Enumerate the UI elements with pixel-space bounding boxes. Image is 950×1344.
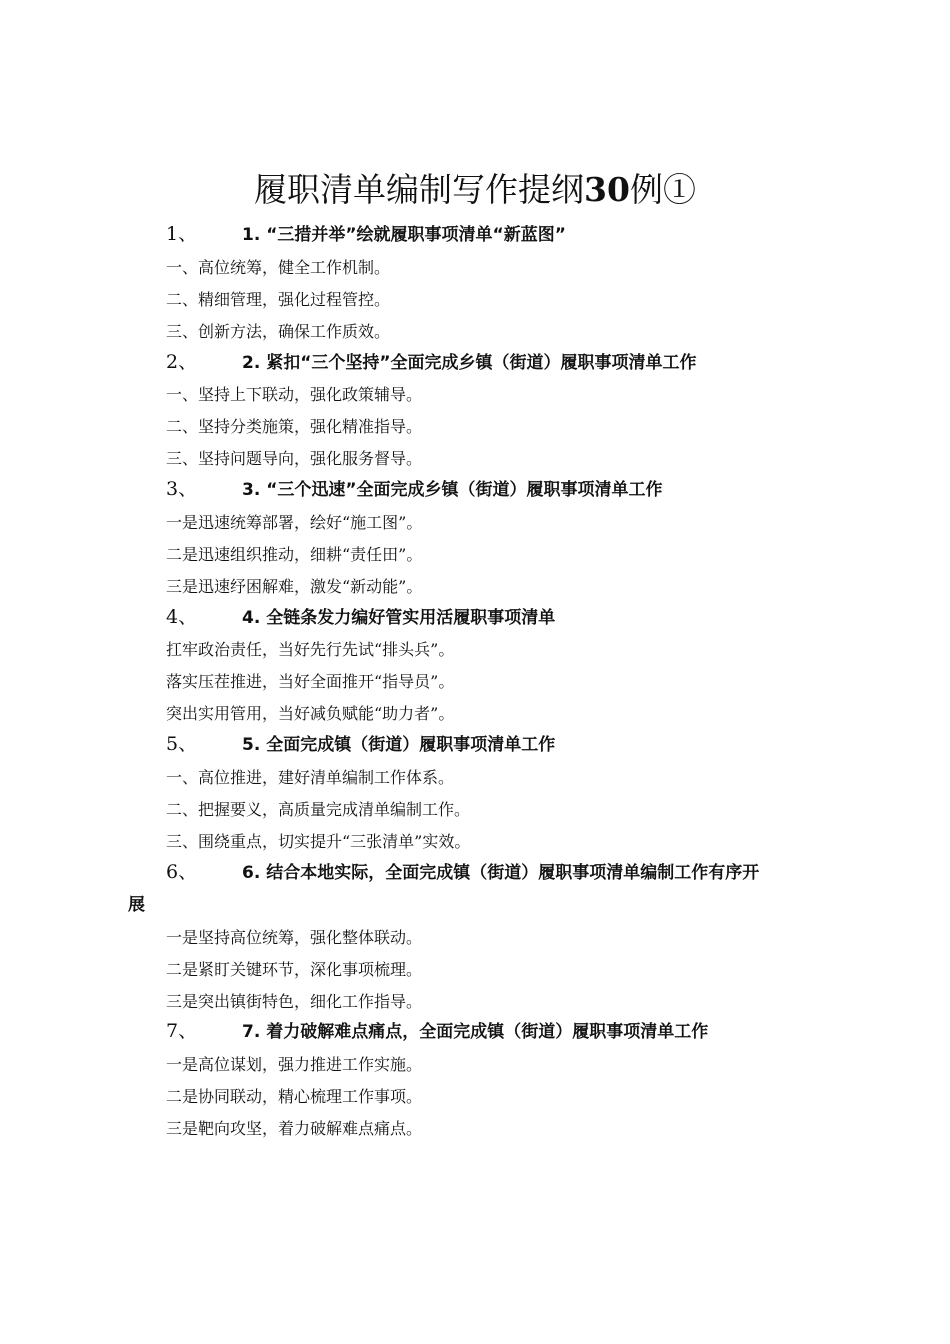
outline-item: 二是迅速组织推动，细耕“责任田”。 [166,545,423,564]
section-heading [166,856,834,889]
section-index: 3、 [166,478,198,500]
section-heading-text: 7. 着力破解难点痛点，全面完成镇（街道）履职事项清单工作 [242,1022,709,1042]
outline-item: 一是迅速统筹部署，绘好“施工图”。 [166,513,423,532]
section-index: 2、 [166,351,198,373]
document-title [0,168,950,212]
outline-item: 二是紧盯关键环节，深化事项梳理。 [166,960,423,979]
section-heading [166,728,846,761]
section-heading-text: 2. 紧扣“三个坚持”全面完成乡镇（街道）履职事项清单工作 [242,353,697,373]
outline-item: 扛牢政治责任，当好先行先试“排头兵”。 [166,640,455,659]
outline-item: 三是突出镇街特色，细化工作指导。 [166,992,423,1011]
section-heading [166,218,846,251]
outline-item: 二、精细管理，强化过程管控。 [166,290,391,309]
outline-item: 一、坚持上下联动，强化政策辅导。 [166,385,423,404]
section-heading-text: 6. 结合本地实际，全面完成镇（街道）履职事项清单编制工作有序开 [242,863,760,883]
section-heading-text: 1. “三措并举”绘就履职事项清单“新蓝图” [242,225,566,245]
outline-item: 一是高位谋划，强力推进工作实施。 [166,1055,423,1074]
outline-item: 一是坚持高位统筹，强化整体联动。 [166,928,423,947]
title-number: 30 [584,170,630,209]
section-heading-continuation: 展 [128,895,145,915]
outline-item: 二、坚持分类施策，强化精准指导。 [166,417,423,436]
section-index: 6、 [166,861,198,883]
outline-item: 二是协同联动，精心梳理工作事项。 [166,1087,423,1106]
section-heading [166,473,846,506]
section-heading [166,346,846,379]
section-index: 1、 [166,223,198,245]
outline-item: 三、坚持问题导向，强化服务督导。 [166,449,423,468]
outline-item: 落实压茬推进，当好全面推开“指导员”。 [166,672,455,691]
section-index: 4、 [166,606,198,628]
section-heading [166,1015,846,1048]
title-suffix: 例① [629,170,696,209]
outline-item: 二、把握要义，高质量完成清单编制工作。 [166,800,471,819]
section-heading-text: 4. 全链条发力编好管实用活履职事项清单 [242,608,556,628]
outline-item: 一、高位统筹，健全工作机制。 [166,258,391,277]
outline-item: 三是靶向攻坚，着力破解难点痛点。 [166,1119,423,1138]
outline-item: 三、创新方法，确保工作质效。 [166,322,391,341]
title-text: 履职清单编制写作提纲 [254,170,585,209]
section-heading-text: 5. 全面完成镇（街道）履职事项清单工作 [242,735,556,755]
outline-item: 三、围绕重点，切实提升“三张清单”实效。 [166,832,471,851]
section-index: 5、 [166,733,198,755]
section-index: 7、 [166,1020,198,1042]
outline-item: 三是迅速纾困解难，激发“新动能”。 [166,577,423,596]
outline-item: 一、高位推进，建好清单编制工作体系。 [166,768,455,787]
section-heading-text: 3. “三个迅速”全面完成乡镇（街道）履职事项清单工作 [242,480,663,500]
section-heading [166,601,846,634]
outline-item: 突出实用管用，当好减负赋能“助力者”。 [166,704,455,723]
